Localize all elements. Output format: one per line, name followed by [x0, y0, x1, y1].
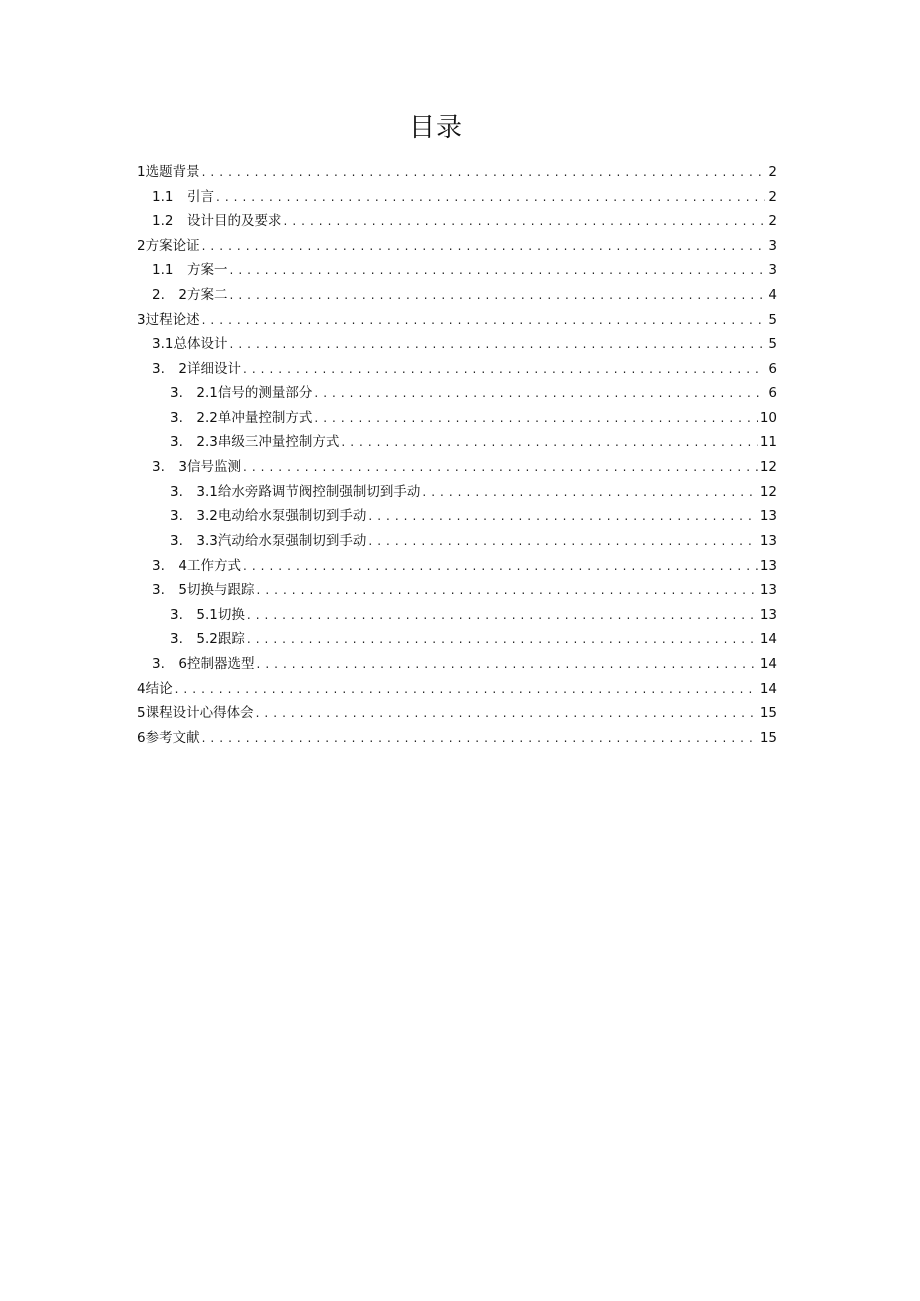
toc-entry[interactable]	[170, 378, 777, 402]
toc-entry[interactable]	[152, 354, 777, 378]
toc-entry-text: 电动给水泵强制切到手动	[217, 508, 367, 524]
toc-entry[interactable]	[170, 526, 777, 550]
toc-leader-dots	[229, 261, 765, 279]
toc-entry-page: 2	[768, 189, 777, 205]
toc-entry-text: 切换	[217, 607, 245, 623]
toc-entry-number: 6	[137, 730, 146, 746]
toc-leader-dots	[247, 606, 758, 624]
toc-entry-number: 3. 2.1	[170, 385, 218, 401]
toc-entry-number: 3. 2.2	[170, 410, 218, 426]
toc-title: 目录	[408, 113, 463, 143]
toc-entry-page: 3	[768, 262, 777, 278]
toc-entry-page: 15	[759, 705, 777, 721]
toc-entry[interactable]	[152, 575, 777, 599]
toc-leader-dots	[202, 729, 758, 747]
toc-leader-dots	[175, 680, 758, 698]
toc-entry-number: 3. 3.2	[170, 508, 218, 524]
toc-entry[interactable]	[152, 452, 777, 476]
toc-entry[interactable]	[137, 305, 777, 329]
toc-entry-text: 单冲量控制方式	[217, 410, 313, 426]
toc-entry-text: 工作方式	[186, 558, 241, 574]
toc-leader-dots	[256, 655, 757, 673]
toc-entry[interactable]	[170, 600, 777, 624]
toc-leader-dots	[314, 384, 765, 402]
toc-leader-dots	[368, 507, 757, 525]
toc-entry-text: 方案论证	[145, 238, 200, 254]
toc-entry-text: 信号的测量部分	[217, 385, 313, 401]
toc-leader-dots	[247, 630, 758, 648]
toc-entry[interactable]	[152, 329, 777, 353]
toc-entry-page: 5	[768, 312, 777, 328]
toc-entry-text: 引言	[186, 189, 214, 205]
toc-entry[interactable]	[170, 403, 777, 427]
toc-entry-text: 课程设计心得体会	[145, 705, 254, 721]
toc-entry-page: 11	[759, 434, 777, 450]
toc-leader-dots	[256, 581, 757, 599]
toc-entry-text: 控制器选型	[186, 656, 255, 672]
toc-leader-dots	[368, 532, 757, 550]
toc-entry-page: 12	[759, 459, 777, 475]
toc-entry-page: 10	[759, 410, 777, 426]
toc-entry-page: 13	[759, 533, 777, 549]
toc-entry-number: 1.1	[152, 189, 187, 205]
toc-leader-dots	[202, 237, 765, 255]
toc-entry-text: 方案一	[186, 262, 228, 278]
toc-entry-text: 详细设计	[186, 361, 241, 377]
toc-entry-number: 1.1	[152, 262, 187, 278]
toc-entry-page: 13	[759, 582, 777, 598]
toc-leader-dots	[229, 335, 765, 353]
toc-leader-dots	[243, 360, 765, 378]
toc-entry-page: 2	[768, 164, 777, 180]
toc-entry-text: 设计目的及要求	[186, 213, 282, 229]
toc-entry-page: 14	[759, 656, 777, 672]
toc-entry-text: 结论	[145, 681, 173, 697]
toc-entry[interactable]	[152, 255, 777, 279]
toc-entry-text: 方案二	[186, 287, 228, 303]
toc-entry-number: 3. 3.3	[170, 533, 218, 549]
toc-entry[interactable]	[170, 427, 777, 451]
toc-entry-number: 2. 2	[152, 287, 187, 303]
toc-entry-number: 1.2	[152, 213, 187, 229]
toc-leader-dots	[202, 163, 765, 181]
toc-entry[interactable]	[137, 674, 777, 698]
toc-entry-number: 5	[137, 705, 146, 721]
toc-entry-page: 6	[768, 361, 777, 377]
toc-entry-number: 3	[137, 312, 146, 328]
toc-entry-page: 4	[768, 287, 777, 303]
toc-entry[interactable]	[152, 649, 777, 673]
toc-leader-dots	[314, 409, 757, 427]
toc-leader-dots	[422, 483, 757, 501]
toc-entry-number: 3. 5.2	[170, 631, 218, 647]
toc-entry[interactable]	[152, 280, 777, 304]
toc-entry-text: 跟踪	[217, 631, 245, 647]
toc-leader-dots	[341, 433, 757, 451]
toc-entry-page: 3	[768, 238, 777, 254]
toc-entry-number: 1	[137, 164, 146, 180]
toc-entry-text: 汽动给水泵强制切到手动	[217, 533, 367, 549]
toc-entry-text: 过程论述	[145, 312, 200, 328]
toc-entry[interactable]	[152, 182, 777, 206]
toc-entry-number: 3. 5.1	[170, 607, 218, 623]
toc-entry-page: 13	[759, 607, 777, 623]
toc-entry-page: 2	[768, 213, 777, 229]
toc-entry[interactable]	[137, 723, 777, 747]
toc-leader-dots	[243, 557, 758, 575]
toc-entry-number: 3. 6	[152, 656, 187, 672]
toc-leader-dots	[243, 458, 758, 476]
toc-entry-page: 13	[759, 508, 777, 524]
toc-entry-text: 给水旁路调节阀控制强制切到手动	[217, 484, 421, 500]
toc-entry-page: 14	[759, 631, 777, 647]
toc-entry[interactable]	[137, 698, 777, 722]
toc-entry-text: 参考文献	[145, 730, 200, 746]
toc-entry-text: 总体设计	[173, 336, 228, 352]
toc-leader-dots	[229, 286, 765, 304]
toc-entry-number: 4	[137, 681, 146, 697]
toc-entry[interactable]	[170, 477, 777, 501]
toc-entry[interactable]	[137, 157, 777, 181]
toc-entry-number: 3. 5	[152, 582, 187, 598]
toc-entry[interactable]	[137, 231, 777, 255]
toc-entry-number: 3. 3.1	[170, 484, 218, 500]
toc-entry-number: 3. 2.3	[170, 434, 218, 450]
toc-entry-page: 15	[759, 730, 777, 746]
toc-entry-number: 3. 3	[152, 459, 187, 475]
toc-entry-text: 切换与跟踪	[186, 582, 255, 598]
toc-entry[interactable]	[170, 501, 777, 525]
toc-entry[interactable]	[170, 624, 777, 648]
toc-entry-number: 3. 4	[152, 558, 187, 574]
toc-leader-dots	[256, 704, 758, 722]
toc-entry-text: 信号监测	[186, 459, 241, 475]
toc-entry[interactable]	[152, 551, 777, 575]
toc-entry-page: 14	[759, 681, 777, 697]
toc-entry[interactable]	[152, 206, 777, 230]
toc-entry-number: 2	[137, 238, 146, 254]
toc-entry-page: 13	[759, 558, 777, 574]
toc-leader-dots	[216, 188, 765, 206]
toc-leader-dots	[202, 311, 765, 329]
toc-entry-page: 12	[759, 484, 777, 500]
toc-entry-page: 5	[768, 336, 777, 352]
toc-entry-page: 6	[768, 385, 777, 401]
toc-entry-number: 3.1	[152, 336, 174, 352]
toc-entry-number: 3. 2	[152, 361, 187, 377]
toc-entry-text: 串级三冲量控制方式	[217, 434, 340, 450]
toc-entry-text: 选题背景	[145, 164, 200, 180]
toc-leader-dots	[283, 212, 765, 230]
